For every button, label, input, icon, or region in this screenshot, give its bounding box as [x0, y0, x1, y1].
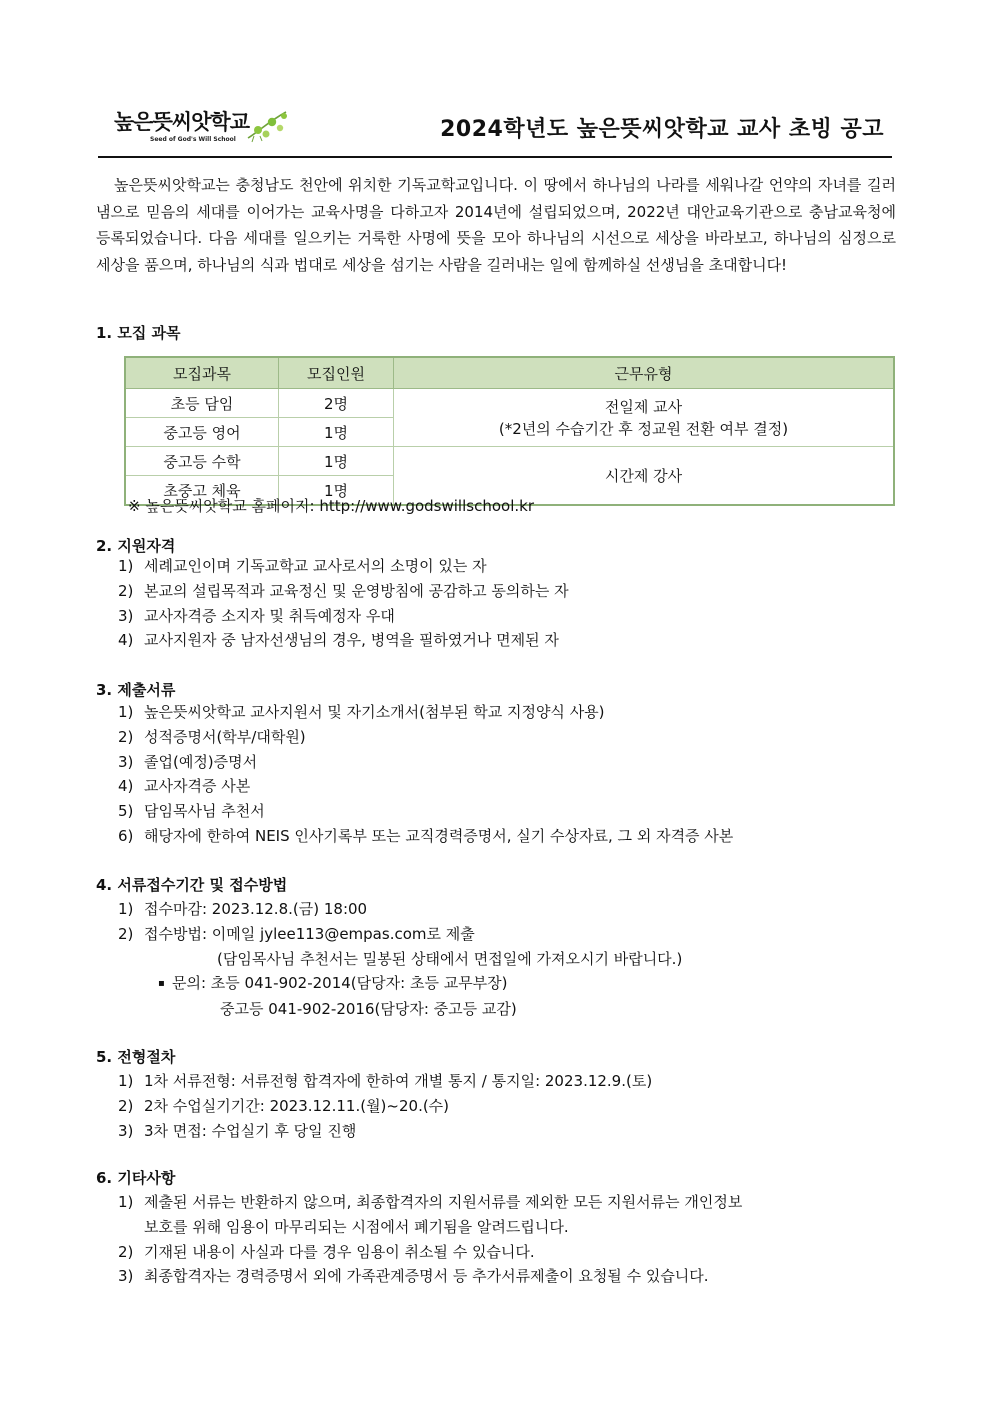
list-item: [118, 897, 878, 922]
item-text: 교사자격증 소지자 및 취득예정자 우대: [144, 606, 395, 625]
work-type-part-time: 시간제 강사: [394, 447, 895, 506]
item-text: 제출된 서류는 반환하지 않으며, 최종합격자의 지원서류를 제외한 모든 지원서류는 개인정보: [144, 1193, 743, 1211]
document-header: [98, 98, 892, 158]
item-text: 담임목사님 추천서: [144, 802, 265, 821]
item-number: 6): [118, 826, 134, 845]
item-number: 4): [118, 777, 134, 796]
item-number: 3): [118, 752, 134, 771]
misc-list: [118, 1190, 878, 1289]
table-header-row: [125, 357, 894, 389]
school-logo: [114, 104, 294, 150]
item-number: 4): [118, 631, 134, 650]
count-cell: 2명: [279, 389, 394, 418]
header-divider: [98, 156, 892, 158]
count-cell: 1명: [279, 476, 394, 506]
count-cell: 1명: [279, 418, 394, 447]
subject-cell: 중고등 수학: [125, 447, 279, 476]
item-number: 1): [118, 703, 134, 721]
item-text: 교사자격증 사본: [144, 777, 251, 796]
page-title: 2024학년도 높은뜻씨앗학교 교사 초빙 공고: [440, 117, 884, 142]
table-header-subject: 모집과목: [125, 357, 279, 389]
recruit-table: [124, 356, 895, 506]
item-number: 1): [118, 1072, 134, 1090]
item-continuation: 보호를 위해 임용이 마무리되는 시점에서 폐기됨을 알려드립니다.: [144, 1217, 569, 1236]
inquiry-text: 문의: 초등 041-902-2014(담당자: 초등 교무부장): [172, 974, 508, 993]
list-item: [118, 922, 878, 947]
submission-note: (담임목사님 추천서는 밀봉된 상태에서 면접일에 가져오시기 바랍니다.): [217, 949, 683, 968]
count-cell: 1명: [279, 447, 394, 476]
table-header-work-type: 근무유형: [394, 357, 895, 389]
item-text: 접수방법: 이메일 jylee113@empas.com로 제출: [144, 924, 475, 943]
list-item: [118, 1094, 878, 1119]
item-text: 2차 수업실기기간: 2023.12.11.(월)~20.(수): [144, 1096, 450, 1115]
list-item: [118, 1069, 878, 1094]
list-item: [118, 604, 878, 629]
item-number: 2): [118, 581, 134, 600]
item-text: 졸업(예정)증명서: [144, 752, 258, 771]
item-number: 1): [118, 900, 134, 918]
work-type-full-time-note: (*2년의 수습기간 후 정교원 전환 여부 결정): [498, 419, 789, 438]
item-text: 높은뜻씨앗학교 교사지원서 및 자기소개서(첨부된 학교 지정양식 사용): [144, 703, 605, 721]
bullet-icon: ▪: [158, 978, 165, 990]
list-item: [118, 1190, 878, 1215]
section-title-submission: 4. 서류접수기간 및 접수방법: [96, 876, 288, 894]
item-number: 1): [118, 1193, 134, 1211]
sprout-icon: [246, 108, 290, 144]
logo-subtitle: Seed of God's Will School: [150, 136, 236, 143]
item-number: 5): [118, 802, 134, 821]
item-number: 2): [118, 924, 134, 943]
section-title-documents: 3. 제출서류: [96, 681, 176, 699]
section-title-qualifications: 2. 지원자격: [96, 537, 176, 555]
intro-text: 높은뜻씨앗학교는 충청남도 천안에 위치한 기독교학교입니다. 이 땅에서 하나님의 나라를 세워나갈 언약의 자녀를 길러냄으로 믿음의 세대를 이어가는 교육사명을 다하고자 2014년에 설립되었으며, 2022년 대안교육기관으로 충남교육청에 등록되었습니다. 다음 세대를 일으키는 거룩한 사명에 뜻을 모아 하나님의 시선으로 세상을 바라보고, 하나님의 심정으로 세상을 품으며, 하나님의 식과 법대로 세상을 섬기는 사람을 길러내는 일에 함께하실 선생님을 초대합니다!: [96, 176, 896, 274]
item-text: 최종합격자는 경력증명서 외에 가족관계증명서 등 추가서류제출이 요청될 수 있습니다.: [144, 1267, 709, 1286]
homepage-note: ※ 높은뜻씨앗학교 홈페이지: http://www.godswillschool.kr: [128, 497, 534, 515]
list-item: [118, 799, 878, 824]
list-item: [118, 579, 878, 604]
section-title-selection: 5. 전형절차: [96, 1048, 176, 1066]
item-text: 해당자에 한하여 NEIS 인사기록부 또는 교직경력증명서, 실기 수상자료, 그 외 자격증 사본: [144, 826, 734, 845]
list-item: [118, 1240, 878, 1265]
qualifications-list: [118, 554, 878, 653]
item-text: 1차 서류전형: 서류전형 합격자에 한하여 개별 통지 / 통지일: 2023.12.9.(토): [144, 1072, 653, 1090]
list-item: [118, 700, 878, 725]
subject-cell: 초등 담임: [125, 389, 279, 418]
inquiry-row: [118, 971, 878, 997]
submission-list: [118, 897, 878, 1022]
documents-list: [118, 700, 878, 849]
item-number: 2): [118, 1242, 134, 1261]
item-number: 3): [118, 1121, 134, 1140]
section-title-recruit-subjects: 1. 모집 과목: [96, 324, 181, 342]
item-text: 접수마감: 2023.12.8.(금) 18:00: [144, 900, 368, 918]
item-text: 본교의 설립목적과 교육정신 및 운영방침에 공감하고 동의하는 자: [144, 581, 569, 600]
selection-list: [118, 1069, 878, 1143]
list-item: [118, 750, 878, 775]
item-text: 교사지원자 중 남자선생님의 경우, 병역을 필하였거나 면제된 자: [144, 631, 559, 650]
item-text: 세례교인이며 기독교학교 교사로서의 소명이 있는 자: [144, 557, 487, 575]
item-number: 3): [118, 1267, 134, 1286]
item-number: 1): [118, 557, 134, 575]
work-type-full-time-label: 전일제 교사: [604, 397, 683, 416]
item-number: 2): [118, 1096, 134, 1115]
table-row: [125, 389, 894, 418]
list-item: [118, 774, 878, 799]
list-item: [118, 824, 878, 849]
list-item: [118, 1119, 878, 1144]
work-type-full-time: [394, 389, 895, 447]
item-text: 기재된 내용이 사실과 다를 경우 임용이 취소될 수 있습니다.: [144, 1242, 535, 1261]
list-item: [118, 628, 878, 653]
subject-cell: 중고등 영어: [125, 418, 279, 447]
subject-cell: 초중고 체육: [125, 476, 279, 506]
table-row: [125, 447, 894, 476]
item-number: 3): [118, 606, 134, 625]
item-number: 2): [118, 727, 134, 746]
item-text: 3차 면접: 수업실기 후 당일 진행: [144, 1121, 357, 1140]
intro-paragraph: [96, 172, 896, 278]
list-item: [118, 725, 878, 750]
list-item: [118, 554, 878, 579]
logo-text: 높은뜻씨앗학교: [114, 110, 250, 134]
item-text: 성적증명서(학부/대학원): [144, 727, 306, 746]
inquiry-secondary: 중고등 041-902-2016(담당자: 중고등 교감): [220, 1000, 517, 1019]
section-title-misc: 6. 기타사항: [96, 1169, 176, 1187]
table-header-count: 모집인원: [279, 357, 394, 389]
list-item: [118, 1264, 878, 1289]
